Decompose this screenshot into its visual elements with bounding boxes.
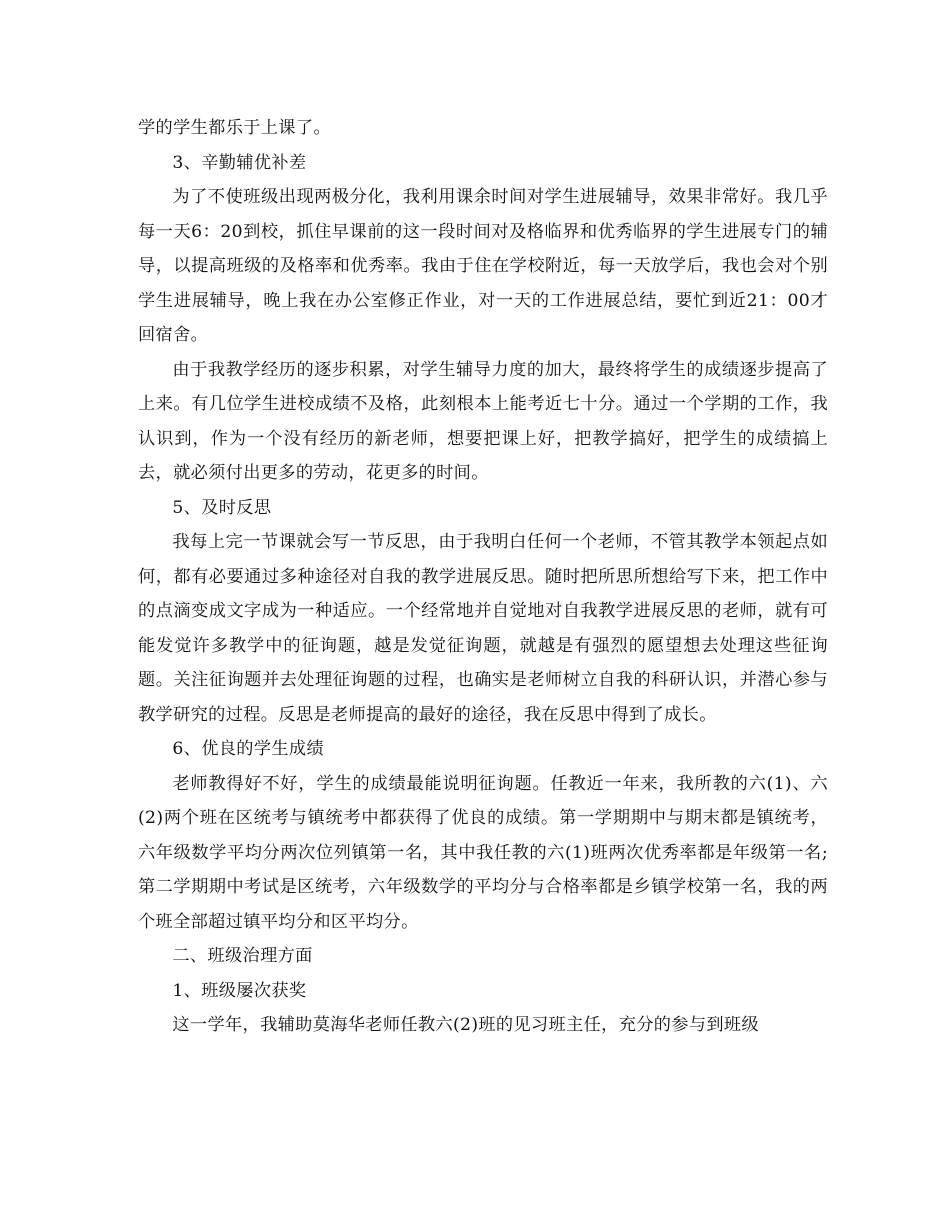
section-heading-6: 6、优良的学生成绩 (172, 739, 324, 759)
section-heading-3: 3、辛勤辅优补差 (172, 152, 307, 173)
paragraph: 这一学年，我辅助莫海华老师任教六(2)班的见习班主任，充分的参与到班级 (172, 1015, 759, 1035)
chapter-heading-2: 二、班级治理方面 (172, 946, 313, 966)
section-heading-1: 1、班级屡次获奖 (172, 980, 307, 1001)
paragraph: 为了不使班级出现两极分化，我利用课余时间对学生进展辅导，效果非常好。我几乎每一天6：20到校，抓住早课前的这一段时间对及格临界和优秀临界的学生进展专门的辅导，以提高班级的及格率和优秀率。我由于住在学校附近，每一天放学后，我也会对个别学生进展辅导，晚上我在办公室修正作业，对一天的工作进展总结，要忙到近21：00才回宿舍。 (138, 187, 828, 345)
paragraph: 我每上完一节课就会写一节反思，由于我明白任何一个老师，不管其教学本领起点如何，都有必要通过多种途径对自我的教学进展反思。随时把所思所想给写下来，把工作中的点滴变成文字成为一种适应。一个经常地并自觉地对自我教学进展反思的老师，就有可能发觉许多教学中的征询题，越是发觉征询题，就越是有强烈的愿望想去处理这些征询题。关注征询题并去处理征询题的过程，也确实是老师树立自我的科研认识，并潜心参与教学研究的过程。反思是老师提高的最好的途径，我在反思中得到了成长。 (138, 532, 828, 725)
paragraph: 由于我教学经历的逐步积累，对学生辅导力度的加大，最终将学生的成绩逐步提高了上来。有几位学生进校成绩不及格，此刻根本上能考近七十分。通过一个学期的工作，我认识到，作为一个没有经历的新老师，想要把课上好，把教学搞好，把学生的成绩搞上去，就必须付出更多的劳动，花更多的时间。 (138, 359, 828, 483)
paragraph: 老师教得好不好，学生的成绩最能说明征询题。任教近一年来，我所教的六(1)、六(2)两个班在区统考与镇统考中都获得了优良的成绩。第一学期期中与期末都是镇统考，六年级数学平均分两次位列镇第一名，其中我任教的六(1)班两次优秀率都是年级第一名;第二学期期中考试是区统考，六年级数学的平均分与合格率都是乡镇学校第一名，我的两个班全部超过镇平均分和区平均分。 (138, 773, 828, 932)
paragraph-continuation: 学的学生都乐于上课了。 (138, 118, 331, 138)
document-body (138, 111, 828, 1043)
section-heading-5: 5、及时反思 (172, 497, 272, 518)
